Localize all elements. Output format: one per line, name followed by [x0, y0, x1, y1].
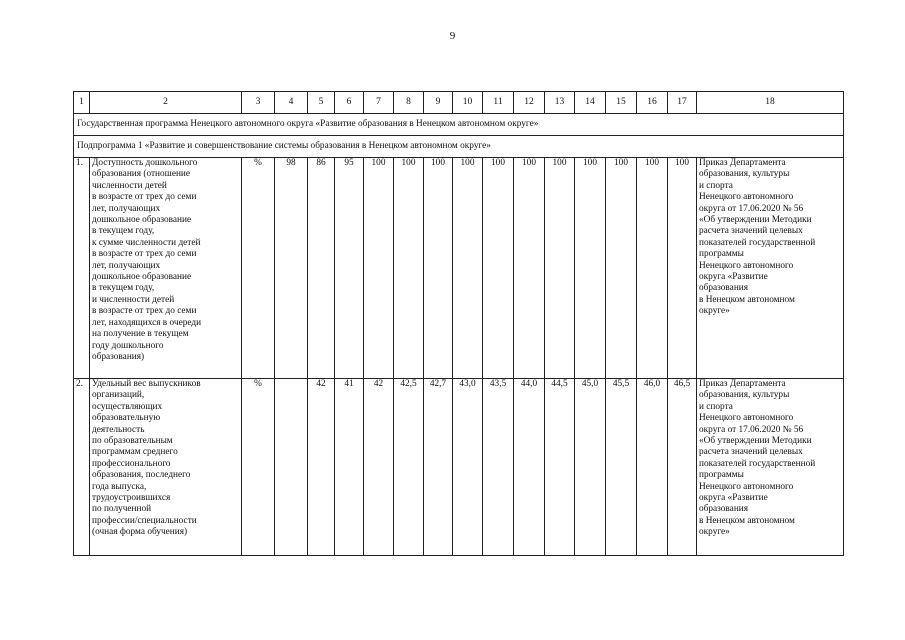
indicator-name-line: осуществляющих — [92, 401, 163, 412]
indicator-name-line: деятельность — [92, 424, 145, 435]
source-line: расчета значений целевых — [699, 226, 803, 237]
indicator-name — [90, 158, 242, 379]
indicator-name-line: дошкольное образование — [92, 215, 192, 226]
column-number-cell: 9 — [424, 92, 453, 114]
indicator-name-line: лет, находящихся в очереди — [92, 317, 202, 328]
source-line: образования, культуры — [699, 169, 790, 180]
value-cell: 42,5 — [394, 379, 424, 556]
value-cell: 98 — [275, 158, 308, 379]
indicator-name-line: лет, получающих — [92, 203, 161, 214]
column-number-cell: 4 — [275, 92, 308, 114]
value-cell: 100 — [575, 158, 606, 379]
column-number-cell: 16 — [637, 92, 668, 114]
value-cell — [275, 379, 308, 556]
value-cell: 45,5 — [606, 379, 637, 556]
value-cell: 95 — [335, 158, 364, 379]
indicator-name-line: профессионального — [92, 458, 171, 469]
column-number-cell: 6 — [335, 92, 364, 114]
source-line: округа от 17.06.2020 № 56 — [699, 203, 804, 214]
indicator-name-line: образования, последнего — [92, 470, 191, 481]
indicator-name-line: численности детей — [92, 180, 167, 191]
source-line: Ненецкого автономного — [699, 481, 794, 492]
source-line: образования, культуры — [699, 390, 790, 401]
source-document — [697, 379, 844, 556]
program-row — [74, 114, 844, 136]
value-cell: 42,7 — [424, 379, 453, 556]
indicator-name-line: в текущем году, — [92, 226, 155, 237]
source-line: округа «Развитие — [699, 272, 768, 283]
value-cell: 100 — [637, 158, 668, 379]
source-line: программы — [699, 470, 744, 481]
subprogram-row — [74, 136, 844, 158]
value-cell: 100 — [453, 158, 483, 379]
source-line: и спорта — [699, 180, 733, 191]
indicator-name-line: в возрасте от трех до семи — [92, 192, 197, 203]
value-cell: 43,5 — [483, 379, 514, 556]
column-number-cell: 12 — [514, 92, 545, 114]
source-line: и спорта — [699, 401, 733, 412]
indicator-name-line: по полученной — [92, 504, 152, 515]
value-cell: 100 — [364, 158, 394, 379]
value-cell: 46,5 — [668, 379, 697, 556]
indicator-name-line: по образовательным — [92, 436, 173, 447]
column-number-cell: 8 — [394, 92, 424, 114]
source-line: показателей государственной — [699, 237, 816, 248]
source-line: Ненецкого автономного — [699, 413, 794, 424]
row-number: 2. — [74, 379, 90, 556]
indicator-name-line: Удельный вес выпускников — [92, 379, 201, 389]
indicator-name-line: образования (отношение — [92, 169, 191, 180]
indicator-name-line: программам среднего — [92, 447, 178, 458]
source-line: округе» — [699, 306, 730, 317]
indicator-name-line: на получение в текущем — [92, 329, 189, 340]
source-line: Ненецкого автономного — [699, 260, 794, 271]
unit-cell: % — [242, 158, 275, 379]
source-line: Ненецкого автономного — [699, 192, 794, 203]
value-cell: 100 — [483, 158, 514, 379]
value-cell: 86 — [308, 158, 335, 379]
indicator-name-line: в возрасте от трех до семи — [92, 306, 197, 317]
value-cell: 43,0 — [453, 379, 483, 556]
source-line: расчета значений целевых — [699, 447, 803, 458]
column-number-cell: 10 — [453, 92, 483, 114]
value-cell: 100 — [514, 158, 545, 379]
value-cell: 100 — [606, 158, 637, 379]
indicator-name — [90, 379, 242, 556]
program-title: Государственная программа Ненецкого автономного округа «Развитие образования в Ненецком автономном округе» — [74, 114, 844, 136]
column-number-cell: 18 — [697, 92, 844, 114]
indicator-name-line: Доступность дошкольного — [92, 158, 198, 168]
indicator-name-line: образовательную — [92, 413, 161, 424]
column-number-cell: 14 — [575, 92, 606, 114]
source-line: «Об утверждении Методики — [699, 215, 812, 226]
column-number-cell: 13 — [545, 92, 575, 114]
value-cell: 42 — [364, 379, 394, 556]
table-row — [74, 379, 844, 556]
column-number-cell: 17 — [668, 92, 697, 114]
indicator-name-line: (очная форма обучения) — [92, 527, 188, 538]
row-number: 1. — [74, 158, 90, 379]
value-cell: 42 — [308, 379, 335, 556]
indicator-name-line: и численности детей — [92, 294, 175, 305]
value-cell: 46,0 — [637, 379, 668, 556]
column-number-cell: 5 — [308, 92, 335, 114]
value-cell: 100 — [668, 158, 697, 379]
source-document — [697, 158, 844, 379]
indicator-name-line: профессии/специальности — [92, 515, 197, 526]
page-number: 9 — [449, 30, 456, 42]
column-number-row — [74, 92, 844, 114]
source-line: Приказ Департамента — [699, 379, 786, 389]
indicator-name-line: организаций, — [92, 390, 145, 401]
source-line: в Ненецком автономном — [699, 515, 795, 526]
indicator-name-line: дошкольное образование — [92, 272, 192, 283]
source-line: округа «Развитие — [699, 493, 768, 504]
indicator-name-line: к сумме численности детей — [92, 237, 201, 248]
column-number-cell: 7 — [364, 92, 394, 114]
source-line: Приказ Департамента — [699, 158, 786, 168]
indicator-name-line: образования) — [92, 351, 145, 362]
source-line: образования — [699, 283, 749, 294]
column-number-cell: 11 — [483, 92, 514, 114]
column-number-cell: 15 — [606, 92, 637, 114]
value-cell: 44,5 — [545, 379, 575, 556]
table-row — [74, 158, 844, 379]
indicator-name-line: года выпуска, — [92, 481, 147, 492]
source-line: программы — [699, 249, 744, 260]
indicator-name-line: в возрасте от трех до семи — [92, 249, 197, 260]
value-cell: 44,0 — [514, 379, 545, 556]
value-cell: 45,0 — [575, 379, 606, 556]
indicator-name-line: в текущем году, — [92, 283, 155, 294]
column-number-cell: 1 — [74, 92, 90, 114]
column-number-cell: 2 — [90, 92, 242, 114]
source-line: «Об утверждении Методики — [699, 436, 812, 447]
indicators-table — [73, 91, 844, 556]
value-cell: 100 — [424, 158, 453, 379]
source-line: показателей государственной — [699, 458, 816, 469]
value-cell: 41 — [335, 379, 364, 556]
source-line: образования — [699, 504, 749, 515]
subprogram-title: Подпрограмма 1 «Развитие и совершенствование системы образования в Ненецком автономном округе» — [74, 136, 844, 158]
source-line: округа от 17.06.2020 № 56 — [699, 424, 804, 435]
source-line: в Ненецком автономном — [699, 294, 795, 305]
indicator-name-line: трудоустроившихся — [92, 493, 171, 504]
value-cell: 100 — [394, 158, 424, 379]
source-line: округе» — [699, 527, 730, 538]
value-cell: 100 — [545, 158, 575, 379]
indicator-name-line: году дошкольного — [92, 340, 164, 351]
unit-cell: % — [242, 379, 275, 556]
indicator-name-line: лет, получающих — [92, 260, 161, 271]
column-number-cell: 3 — [242, 92, 275, 114]
